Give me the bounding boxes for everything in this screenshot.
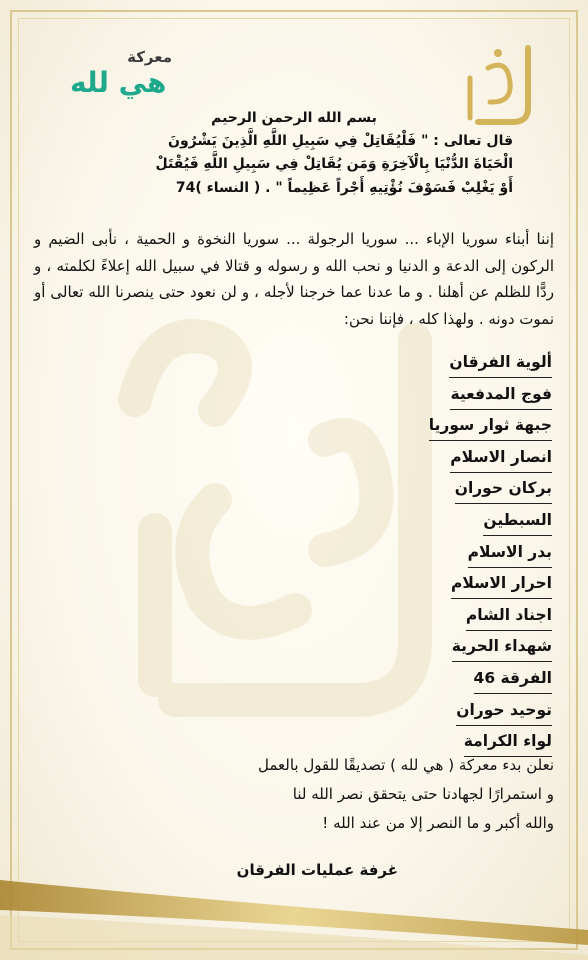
list-item [429, 632, 552, 664]
battle-logo-title: هي لله [70, 66, 167, 99]
group-name: توحيد حوران [456, 696, 552, 726]
group-name: بدر الاسلام [468, 538, 552, 568]
battle-logo-label: معركة [127, 48, 172, 66]
gold-ribbon-decoration [0, 870, 588, 960]
list-item [429, 601, 552, 633]
signature: غرفة عمليات الفرقان [236, 861, 398, 879]
group-name: انصار الاسلام [450, 443, 552, 473]
list-item [429, 474, 552, 506]
list-item [429, 664, 552, 696]
list-item [429, 506, 552, 538]
participating-groups-list [429, 348, 552, 759]
list-item [429, 538, 552, 570]
list-item [429, 411, 552, 443]
list-item [429, 443, 552, 475]
basmala: بسم الله الرحمن الرحيم [211, 110, 377, 126]
closing-statement [258, 751, 554, 838]
group-name: لواء الكرامة [464, 727, 552, 757]
list-item [429, 380, 552, 412]
list-item [429, 569, 552, 601]
group-name: ألوية الفرقان [449, 348, 552, 378]
group-name: اجناد الشام [466, 601, 552, 631]
closing-line: نعلن بدء معركة ( هي لله ) تصديقًا للقول بالعمل [258, 756, 554, 774]
group-name: جبهة ثوار سوريا [429, 411, 552, 441]
group-name: السبطين [483, 506, 552, 536]
group-name: الفرقة 46 [474, 664, 552, 694]
group-name: احرار الاسلام [451, 569, 552, 599]
list-item [429, 348, 552, 380]
closing-line: و استمرارًا لجهادنا حتى يتحقق نصر الله لنا [292, 785, 554, 803]
list-item [429, 696, 552, 728]
quran-quote-line-2: الْحَيَاةَ الدُّنْيَا بِالْآخِرَةِ وَمَن يُقَاتِلْ فِي سَبِيلِ اللَّهِ فَيُقْتَلْ [155, 156, 513, 172]
group-name: بركان حوران [455, 474, 552, 504]
battle-logo [70, 44, 180, 108]
statement-paragraph: إننا أبناء سوريا الإباء ... سوريا الرجولة ... سوريا النخوة و الحمية ، نأبى الضيم و الركون إلى الدعة و الدنيا و نحب الله و رسوله و قتالا في سبيل الله إعلاءً لكلمته ، و ردًّا للظلم عن أهلنا . و ما عدنا عما خرجنا لأجله ، و لن نعود حتى ينصرنا الله تعالى أو نموت دونه . ولهذا كله ، فإننا نحن: [34, 230, 554, 328]
quran-quote-line-3: أَوْ يَغْلِبْ فَسَوْفَ نُؤْتِيهِ أَجْراً عَظِيماً " . ( النساء )74 [175, 180, 513, 196]
group-name: فوج المدفعية [450, 380, 552, 410]
quran-quote-line-1: قال تعالى : " فَلْيُقَاتِلْ فِي سَبِيلِ اللَّهِ الَّذِينَ يَشْرُونَ [168, 133, 513, 149]
closing-line: والله أكبر و ما النصر إلا من عند الله ! [322, 814, 554, 832]
group-name: شهداء الحرية [452, 632, 552, 662]
